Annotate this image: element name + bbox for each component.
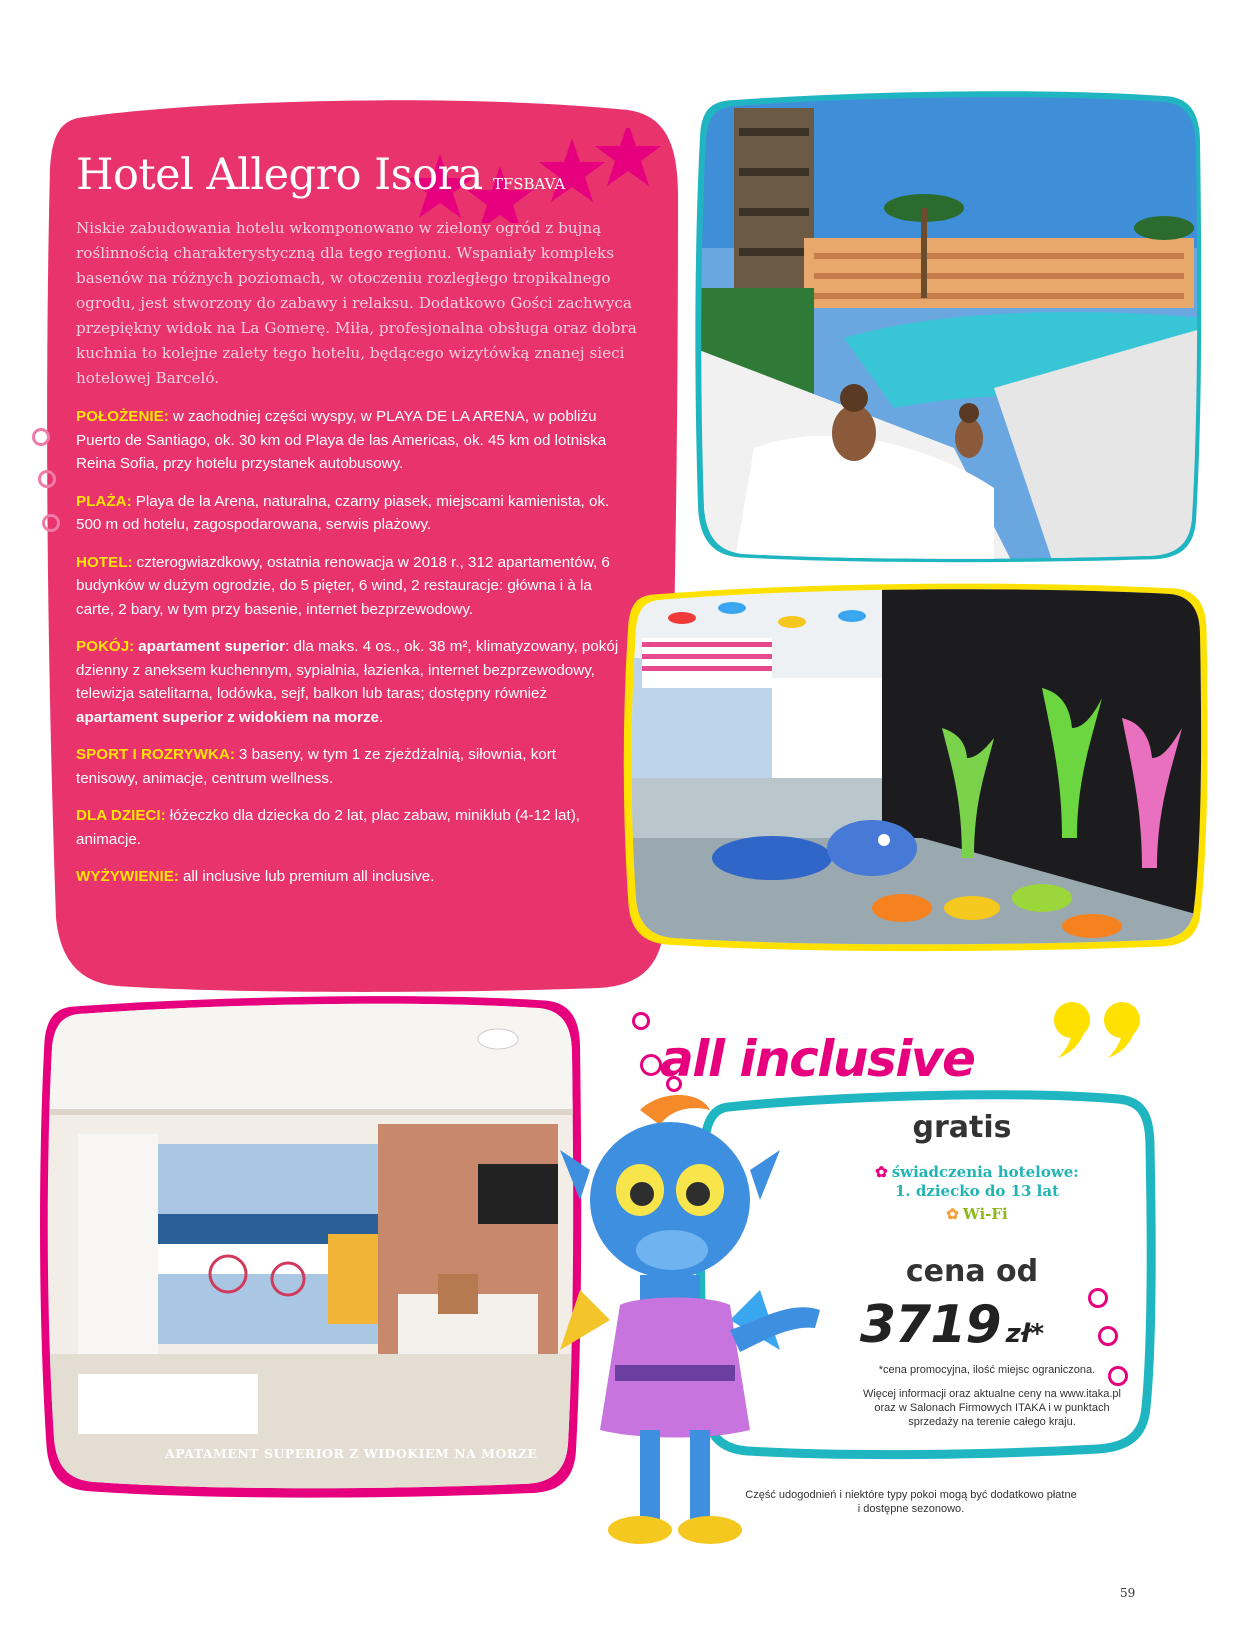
benefit-text: Wi-Fi xyxy=(962,1205,1008,1223)
section-location xyxy=(76,405,621,476)
section-text: Playa de la Arena, naturalna, czarny piasek, miejscami kamienista, ok. 500 m od hotelu, zagospodarowana, serwis plażowy. xyxy=(76,492,610,533)
price-label: cena od xyxy=(905,1254,1039,1289)
section-text-end: . xyxy=(379,708,384,726)
benefit-item xyxy=(847,1205,1107,1224)
section-hotel xyxy=(76,551,621,622)
hotel-intro: Niskie zabudowania hotelu wkomponowano w zielony ogród z bujną roślinnością charakterystyczną dla tego regionu. Wspaniały kompleks basenów na różnych poziomach, w otoczeniu rozległego tropikalnego ogrodu, jest stworzony do zabawy i relaksu. Dodatkowo Gości zachwyca przepiękny widok na La Gomerę. Miła, profesjonalna obsługa oraz dobra kuchnia to kolejne zalety tego hotelu, będącego wizytówką znanej sieci hotelowej Barceló. xyxy=(76,219,637,387)
decor-ring xyxy=(632,1012,650,1030)
decor-ring xyxy=(42,514,60,532)
flower-bullet-icon: ✿ xyxy=(875,1163,888,1181)
room-type-seaview: apartament superior z widokiem na morze xyxy=(76,708,379,726)
title-row xyxy=(76,150,656,200)
photo-room xyxy=(38,994,586,1504)
footnote xyxy=(716,1488,1106,1516)
info-line: sprzedaży na terenie całego kraju. xyxy=(908,1416,1076,1428)
section-label: SPORT I ROZRYWKA: xyxy=(76,746,235,763)
decor-ring xyxy=(640,1054,662,1076)
section-sport xyxy=(76,743,621,790)
decor-ring xyxy=(1098,1326,1118,1346)
room-photo-caption: APATAMENT SUPERIOR Z WIDOKIEM NA MORZE xyxy=(165,1446,538,1461)
section-text: łóżeczko dla dziecka do 2 lat, plac zabaw, miniklub (4-12 lat), animacje. xyxy=(76,807,580,848)
page-number: 59 xyxy=(1120,1586,1136,1600)
hotel-code: TFSBAVA xyxy=(492,175,566,193)
benefit-text-line2: 1. dziecko do 13 lat xyxy=(894,1182,1060,1200)
section-text: : dla maks. 4 os., ok. 38 m², klimatyzowany, pokój dzienny z aneksem kuchennym, sypialnia, łazienka, internet bezprzewodowy, telewizja satelitarna, lodówka, sejf, balkon lub taras; dostępny również xyxy=(76,638,619,702)
price-currency: zł* xyxy=(1005,1319,1045,1349)
benefits-list xyxy=(847,1163,1107,1224)
section-room xyxy=(76,635,621,729)
card-content xyxy=(76,150,656,889)
quote-icon xyxy=(1100,1000,1140,1060)
decor-ring xyxy=(32,428,50,446)
section-label: DLA DZIECI: xyxy=(76,807,166,824)
footnote-line: i dostępne sezonowo. xyxy=(857,1503,965,1515)
section-text: 3 baseny, w tym 1 ze zjeżdżalnią, siłownia, kort tenisowy, animacje, centrum wellness. xyxy=(76,746,557,787)
hotel-info-card xyxy=(38,88,678,993)
section-label: POKÓJ: xyxy=(76,638,135,655)
decor-ring xyxy=(38,470,56,488)
footnote-line: Część udogodnień i niektóre typy pokoi mogą być dodatkowo płatne xyxy=(745,1489,1077,1501)
info-note xyxy=(852,1387,1132,1429)
price-value: 3719 xyxy=(859,1295,1001,1355)
hotel-name: Hotel Allegro Isora xyxy=(76,150,483,200)
section-text: czterogwiazdkowy, ostatnia renowacja w 2018 r., 312 apartamentów, 6 budynków w dużym ogrodzie, do 5 pięter, 6 wind, 2 restauracje: główna i à la carte, 2 bary, w tym przy basenie, internet bezprzewodowy. xyxy=(76,553,610,618)
section-text: w zachodniej części wyspy, w PLAYA DE LA ARENA, w pobliżu Puerto de Santiago, ok. 30 km od Playa de las Americas, ok. 45 km od lotniska Reina Sofia, przy hotelu przystanek autobusowy. xyxy=(76,408,607,472)
benefit-item xyxy=(847,1163,1107,1201)
section-kids xyxy=(76,804,621,851)
quote-icon xyxy=(1050,1000,1090,1060)
section-board xyxy=(76,865,621,889)
decor-ring xyxy=(1108,1366,1128,1386)
room-type: apartament superior xyxy=(138,638,286,655)
section-text: all inclusive lub premium all inclusive. xyxy=(182,868,435,885)
section-beach xyxy=(76,490,621,537)
photo-pool xyxy=(694,88,1204,566)
price-note: *cena promocyjna, ilość miejsc ograniczona. xyxy=(878,1364,1096,1376)
flower-bullet-icon: ✿ xyxy=(946,1205,959,1223)
section-label: POŁOŻENIE: xyxy=(76,408,169,425)
price-row xyxy=(812,1295,1092,1355)
decor-ring xyxy=(1088,1288,1108,1308)
section-label: WYŻYWIENIE: xyxy=(76,868,179,885)
gratis-label: gratis xyxy=(912,1110,1012,1145)
section-label: PLAŻA: xyxy=(76,492,132,510)
board-title: all inclusive xyxy=(660,1030,975,1088)
section-label: HOTEL: xyxy=(76,553,133,571)
benefit-text: świadczenia hotelowe: xyxy=(891,1163,1079,1181)
photo-kids-club xyxy=(622,578,1210,958)
info-line: Więcej informacji oraz aktualne ceny na www.itaka.pl xyxy=(862,1388,1121,1400)
info-line: oraz w Salonach Firmowych ITAKA i w punktach xyxy=(874,1402,1110,1414)
